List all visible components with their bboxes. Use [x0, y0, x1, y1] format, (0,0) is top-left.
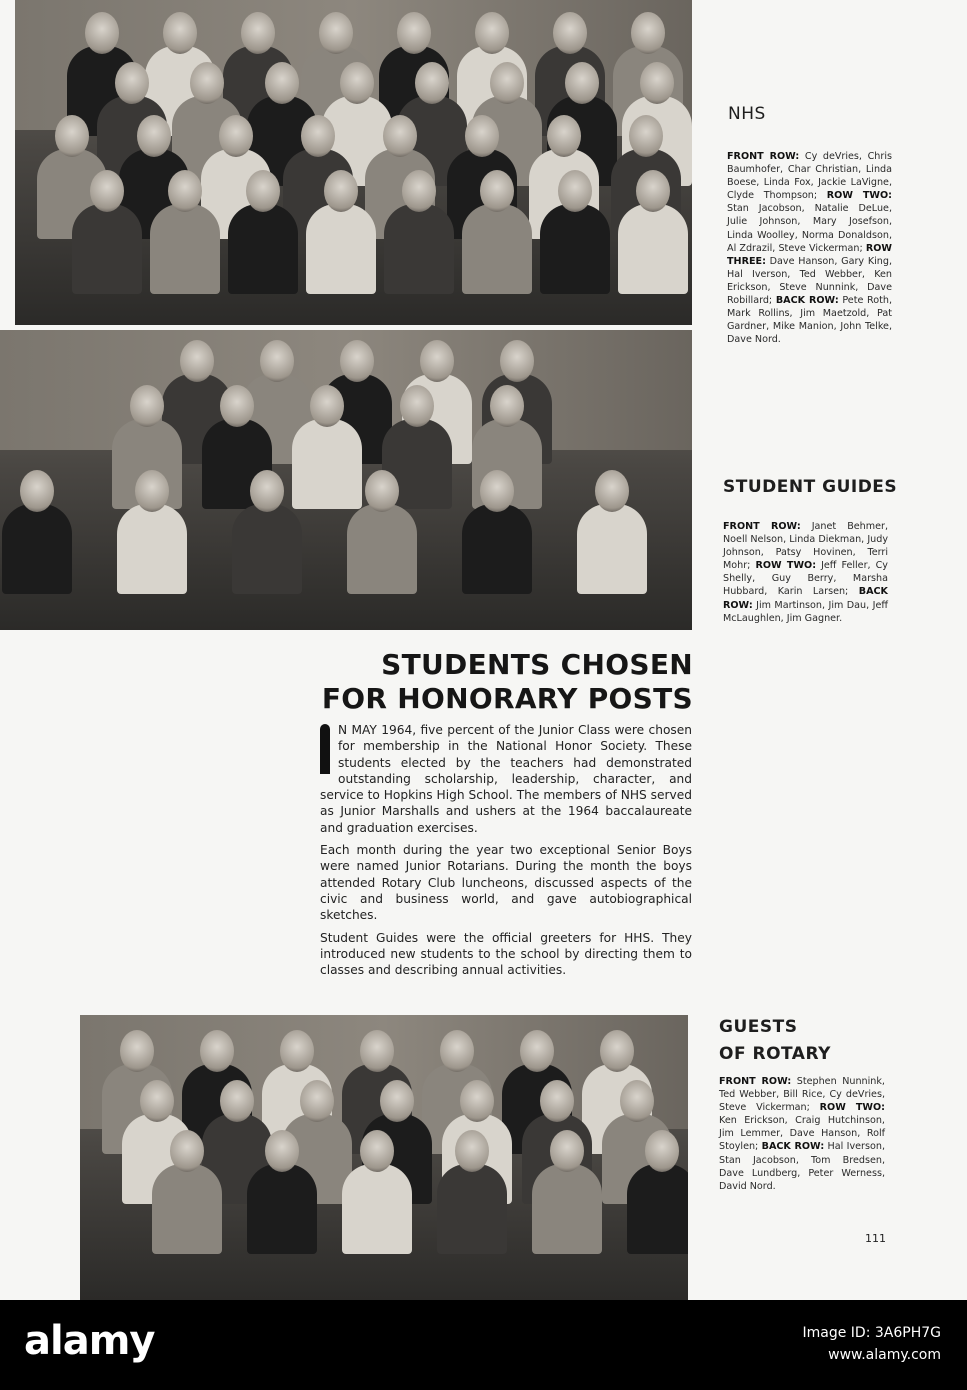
person-face	[520, 1030, 554, 1072]
person-figure	[532, 1164, 602, 1254]
person-face	[90, 170, 124, 212]
person-figure	[462, 204, 532, 294]
nhs-group-photo	[15, 0, 692, 325]
watermark-info	[803, 1322, 942, 1366]
nhs-caption	[727, 150, 892, 346]
row-label: ROW TWO:	[826, 190, 892, 202]
person-face	[260, 340, 294, 382]
person-figure	[72, 204, 142, 294]
person-face	[170, 1130, 204, 1172]
person-face	[645, 1130, 679, 1172]
person-figure	[232, 504, 302, 594]
person-figure	[347, 504, 417, 594]
person-face	[301, 115, 335, 157]
person-face	[397, 12, 431, 54]
student-guides-group-photo	[0, 330, 692, 630]
person-face	[246, 170, 280, 212]
person-face	[547, 115, 581, 157]
row-label: ROW TWO:	[755, 560, 817, 572]
person-face	[120, 1030, 154, 1072]
person-face	[550, 1130, 584, 1172]
person-face	[280, 1030, 314, 1072]
person-face	[636, 170, 670, 212]
person-face	[631, 12, 665, 54]
person-face	[383, 115, 417, 157]
person-face	[415, 62, 449, 104]
person-face	[310, 385, 344, 427]
rotary-title-line1: GUESTS	[719, 1017, 798, 1037]
person-face	[540, 1080, 574, 1122]
person-figure	[228, 204, 298, 294]
person-face	[600, 1030, 634, 1072]
person-figure	[152, 1164, 222, 1254]
person-face	[465, 115, 499, 157]
person-face	[380, 1080, 414, 1122]
person-face	[640, 62, 674, 104]
row-names: Jim Martinson, Jim Dau, Jeff McLaughlen, Jim Gagner.	[723, 599, 888, 624]
person-face	[250, 470, 284, 512]
person-face	[168, 170, 202, 212]
row-names: Pete Roth, Mark Rollins, Jim Maetzold, Pat Gardner, Mike Manion, John Telke, Dave Nord.	[727, 295, 893, 346]
watermark-logo: alamy	[24, 1318, 155, 1364]
person-figure	[384, 204, 454, 294]
nhs-title: NHS	[728, 104, 766, 124]
person-face	[360, 1130, 394, 1172]
person-face	[500, 340, 534, 382]
person-figure	[577, 504, 647, 594]
headline-line1: STUDENTS CHOSEN	[381, 648, 693, 681]
person-face	[190, 62, 224, 104]
row-names: Dave Hanson, Gary King, Hal Iverson, Ted Webber, Ken Erickson, Steve Nunnink, Dave Robillard;	[727, 255, 892, 307]
person-face	[629, 115, 663, 157]
person-face	[565, 62, 599, 104]
row-label: BACK ROW:	[723, 586, 888, 611]
person-figure	[618, 204, 688, 294]
rotary-caption	[719, 1075, 885, 1193]
person-face	[140, 1080, 174, 1122]
person-face	[135, 470, 169, 512]
page-number: 111	[865, 1232, 886, 1245]
person-face	[219, 115, 253, 157]
watermark-url: www.alamy.com	[828, 1347, 941, 1363]
person-face	[324, 170, 358, 212]
person-face	[241, 12, 275, 54]
row-names: Hal Iverson, Stan Jacobson, Tom Bredsen, Dave Lundberg, Peter Werness, David Nord.	[719, 1141, 885, 1192]
row-label: ROW TWO:	[819, 1102, 885, 1114]
person-face	[200, 1030, 234, 1072]
student-guides-title: STUDENT GUIDES	[723, 477, 898, 497]
person-figure	[292, 419, 362, 509]
person-face	[265, 1130, 299, 1172]
article-paragraph: Each month during the year two exceptional Senior Boys were named Junior Rotarians. During the month the boys attended Rotary Club luncheons, discussed aspects of the civic and business world, and gave autobiographical sketches.	[320, 843, 692, 923]
person-face	[265, 62, 299, 104]
person-face	[20, 470, 54, 512]
person-face	[137, 115, 171, 157]
student-guides-caption	[723, 520, 888, 625]
person-face	[460, 1080, 494, 1122]
person-face	[360, 1030, 394, 1072]
article-body	[320, 722, 692, 984]
headline-line2: FOR HONORARY POSTS	[321, 682, 693, 715]
person-face	[553, 12, 587, 54]
person-face	[163, 12, 197, 54]
person-figure	[247, 1164, 317, 1254]
person-face	[220, 1080, 254, 1122]
rotary-title	[719, 1014, 831, 1068]
person-face	[300, 1080, 334, 1122]
person-face	[180, 340, 214, 382]
article-headline	[318, 648, 693, 716]
person-face	[480, 470, 514, 512]
person-face	[558, 170, 592, 212]
article-paragraph: N MAY 1964, five percent of the Junior Class were chosen for membership in the National Honor Society. These students elected by the teachers had demonstrated outstanding scholarship, leadership, character, and service to Hopkins High School. The members of NHS served as Junior Marshalls and ushers at the 1964 baccalaureate and graduation exercises.	[320, 723, 692, 835]
person-face	[220, 385, 254, 427]
person-figure	[540, 204, 610, 294]
row-names: Jeff Feller, Cy Shelly, Guy Berry, Marsha Hubbard, Karin Larsen;	[723, 560, 888, 598]
person-face	[595, 470, 629, 512]
row-names: Cy deVries, Chris Baumhofer, Char Christian, Linda Boese, Linda Fox, Jackie LaVigne, Clyde Thompson;	[727, 151, 892, 202]
row-names: Stan Jacobson, Natalie DeLue, Julie Johnson, Mary Josefson, Linda Woolley, Norma Donaldson, Al Zdrazil, Steve Vickerman;	[727, 203, 892, 254]
person-figure	[150, 204, 220, 294]
person-face	[490, 62, 524, 104]
person-face	[130, 385, 164, 427]
article-paragraph: Student Guides were the official greeters for HHS. They introduced new students to the school by directing them to classes and describing annual activities.	[320, 930, 692, 978]
row-label: FRONT ROW:	[719, 1076, 792, 1087]
person-face	[85, 12, 119, 54]
row-names: Janet Behmer, Noell Nelson, Linda Diekman, Judy Johnson, Patsy Hovinen, Terri Mohr;	[723, 521, 888, 572]
person-face	[490, 385, 524, 427]
person-figure	[627, 1164, 688, 1254]
person-figure	[462, 504, 532, 594]
row-label: FRONT ROW:	[727, 151, 800, 162]
row-label: BACK ROW:	[775, 295, 839, 307]
person-face	[620, 1080, 654, 1122]
person-figure	[117, 504, 187, 594]
person-face	[420, 340, 454, 382]
person-face	[340, 62, 374, 104]
person-face	[402, 170, 436, 212]
person-figure	[306, 204, 376, 294]
person-figure	[342, 1164, 412, 1254]
person-face	[319, 12, 353, 54]
person-face	[455, 1130, 489, 1172]
row-label: FRONT ROW:	[723, 521, 801, 532]
rotary-title-line2: OF ROTARY	[719, 1044, 831, 1064]
person-face	[440, 1030, 474, 1072]
person-figure	[437, 1164, 507, 1254]
image-id: Image ID: 3A6PH7G	[802, 1325, 941, 1341]
watermark-bar	[0, 1300, 967, 1390]
row-names: Ken Erickson, Craig Hutchinson, Jim Lemmer, Dave Hanson, Rolf Stoylen;	[719, 1115, 885, 1153]
row-label: BACK ROW:	[761, 1141, 825, 1153]
person-face	[365, 470, 399, 512]
person-face	[480, 170, 514, 212]
row-label: ROW THREE:	[727, 242, 892, 267]
person-face	[400, 385, 434, 427]
row-names: Stephen Nunnink, Ted Webber, Bill Rice, Cy deVries, Steve Vickerman;	[719, 1076, 885, 1114]
person-face	[55, 115, 89, 157]
person-figure	[2, 504, 72, 594]
rotary-guests-group-photo	[80, 1015, 688, 1300]
person-face	[340, 340, 374, 382]
person-face	[475, 12, 509, 54]
person-face	[115, 62, 149, 104]
drop-cap-i	[320, 724, 330, 774]
